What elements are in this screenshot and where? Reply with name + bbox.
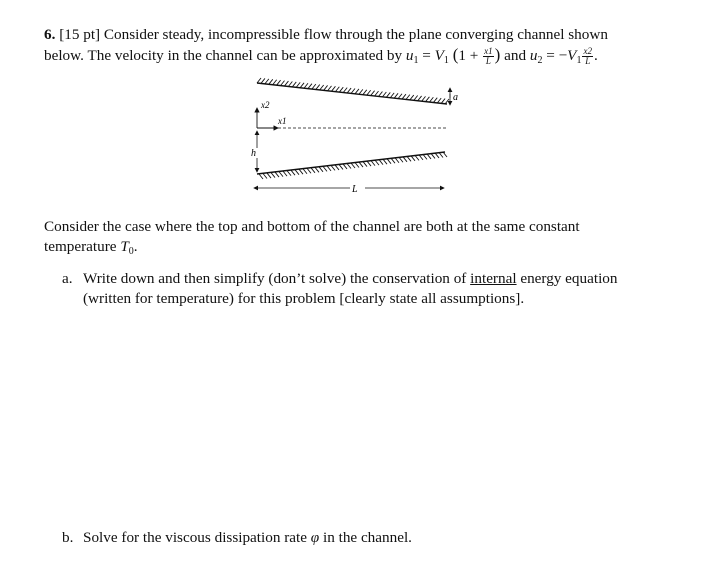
phi-symbol: φ [310, 529, 320, 546]
condition-line-2 [44, 237, 138, 261]
hatch-mark [288, 82, 292, 87]
hatch-mark [263, 174, 267, 179]
hatch-mark [312, 84, 316, 89]
hatch-mark [303, 169, 307, 174]
hatch-mark [439, 152, 443, 157]
hatch-mark [418, 96, 422, 101]
T0-symbol: $T_0$ [120, 238, 134, 257]
hatch-mark [323, 166, 327, 171]
hatch-mark [355, 163, 359, 168]
hatch-mark [425, 97, 429, 102]
hatch-mark [445, 99, 449, 104]
converging-channel-figure [240, 72, 470, 197]
close-paren: ) [494, 45, 501, 64]
hatch-mark [315, 167, 319, 172]
u1-symbol: $u_1$ [405, 47, 419, 66]
hatch-mark [328, 86, 332, 91]
hatch-mark [427, 154, 431, 159]
hatch-mark [343, 88, 347, 93]
problem-number: 6. [44, 26, 56, 43]
hatch-mark [269, 79, 273, 84]
problem-text-2: below. The velocity in the channel can be approximated by [44, 47, 403, 64]
hatch-mark [414, 96, 418, 101]
part-b-text: Solve for the viscous dissipation rate φ in the channel. [83, 529, 412, 546]
hatch-mark [277, 80, 281, 85]
hatch-mark [267, 173, 271, 178]
hatch-mark [415, 155, 419, 160]
hatch-mark [311, 168, 315, 173]
part-a-label: a. [62, 270, 73, 287]
label-a: a [453, 92, 458, 103]
problem-line-1 [44, 25, 608, 44]
hatch-mark [367, 161, 371, 166]
hatch-mark [382, 92, 386, 97]
part-b-label: b. [62, 529, 74, 546]
hatch-mark [394, 93, 398, 98]
hatch-mark [331, 165, 335, 170]
equals-minus: = − [546, 47, 568, 64]
hatch-mark [339, 164, 343, 169]
hatch-mark [422, 96, 426, 101]
condition-period: . [133, 238, 138, 255]
hatch-mark [387, 159, 391, 164]
open-paren: ( [452, 45, 459, 64]
hatch-mark [395, 158, 399, 163]
condition-text: temperature [44, 238, 117, 255]
underlined-internal: internal [470, 270, 517, 287]
hatch-mark [308, 84, 312, 89]
hatch-mark [259, 174, 263, 179]
hatch-mark [287, 171, 291, 176]
hatch-mark [411, 156, 415, 161]
label-h: h [251, 148, 256, 159]
v1-symbol-2: $V_1$ [567, 47, 582, 66]
hatch-mark [367, 90, 371, 95]
hatch-mark [437, 98, 441, 103]
hatch-mark [261, 78, 265, 83]
v1-symbol: $V_1$ [434, 47, 449, 66]
hatch-mark [347, 163, 351, 168]
hatch-mark [304, 83, 308, 88]
hatch-mark [257, 78, 261, 83]
hatch-mark [335, 165, 339, 170]
hatch-mark [265, 79, 269, 84]
fraction-x1-over-L: $\frac{x1}{L}$ [484, 46, 493, 67]
hatch-mark [283, 171, 287, 176]
hatch-mark [371, 161, 375, 166]
hatch-mark [431, 153, 435, 158]
hatch-mark [379, 160, 383, 165]
problem-points: [15 pt] [59, 26, 101, 43]
hatch-mark [386, 92, 390, 97]
hatch-mark [443, 152, 447, 157]
hatch-mark [355, 89, 359, 94]
hatch-mark [291, 170, 295, 175]
hatch-mark [423, 154, 427, 159]
hatch-mark [300, 83, 304, 88]
problem-line-2 [44, 45, 598, 70]
hatch-mark [299, 169, 303, 174]
hatch-mark [403, 157, 407, 162]
problem-text-1: Consider steady, incompressible flow through the plane converging channel shown [103, 26, 608, 43]
hatch-mark [292, 82, 296, 87]
hatch-mark [419, 155, 423, 160]
hatch-mark [347, 88, 351, 93]
hatch-mark [351, 89, 355, 94]
hatch-mark [402, 94, 406, 99]
u2-symbol: $u_2$ [529, 47, 543, 66]
hatch-mark [363, 90, 367, 95]
and-word: and [504, 47, 527, 64]
part-a-line-2: (written for temperature) for this problem [clearly state all assumptions]. [83, 290, 525, 307]
hatch-mark [319, 167, 323, 172]
hatch-mark [275, 172, 279, 177]
hatch-mark [271, 173, 275, 178]
hatch-mark [435, 153, 439, 158]
hatch-mark [331, 86, 335, 91]
hatch-mark [371, 91, 375, 96]
hatch-mark [295, 170, 299, 175]
label-L: L [352, 184, 358, 195]
fraction-x2-over-L: $\frac{x2}{L}$ [583, 46, 592, 67]
hatch-mark [316, 85, 320, 90]
top-wall [257, 78, 449, 104]
hatch-mark [406, 95, 410, 100]
hatch-mark [391, 158, 395, 163]
hatch-mark [307, 168, 311, 173]
hatch-mark [343, 164, 347, 169]
hatch-mark [363, 162, 367, 167]
hatch-mark [359, 162, 363, 167]
hatch-mark [284, 81, 288, 86]
hatch-mark [339, 87, 343, 92]
condition-line-1: Consider the case where the top and bottom of the channel are both at the same constant [44, 218, 580, 235]
part-a-line-1: Write down and then simplify (don’t solve) the conservation of internal energy equation [83, 270, 618, 287]
hatch-mark [324, 85, 328, 90]
one-plus: 1 + [458, 47, 479, 64]
hatch-mark [407, 156, 411, 161]
hatch-mark [327, 166, 331, 171]
hatch-mark [279, 172, 283, 177]
hatch-mark [281, 81, 285, 86]
hatch-mark [378, 92, 382, 97]
equals-sign: = [422, 47, 431, 64]
bottom-wall [257, 152, 447, 179]
hatch-mark [375, 91, 379, 96]
hatch-mark [296, 82, 300, 87]
hatch-mark [398, 94, 402, 99]
hatch-mark [335, 87, 339, 92]
hatch-mark [410, 95, 414, 100]
hatch-mark [429, 97, 433, 102]
end-period: . [593, 47, 598, 64]
hatch-mark [351, 163, 355, 168]
hatch-mark [273, 80, 277, 85]
hatch-mark [399, 157, 403, 162]
hatch-mark [441, 99, 445, 104]
hatch-mark [359, 89, 363, 94]
hatch-mark [383, 159, 387, 164]
label-x2: x2 [261, 100, 270, 110]
label-x1: x1 [278, 116, 287, 126]
hatch-mark [320, 85, 324, 90]
hatch-mark [433, 98, 437, 103]
hatch-mark [390, 93, 394, 98]
hatch-mark [375, 160, 379, 165]
